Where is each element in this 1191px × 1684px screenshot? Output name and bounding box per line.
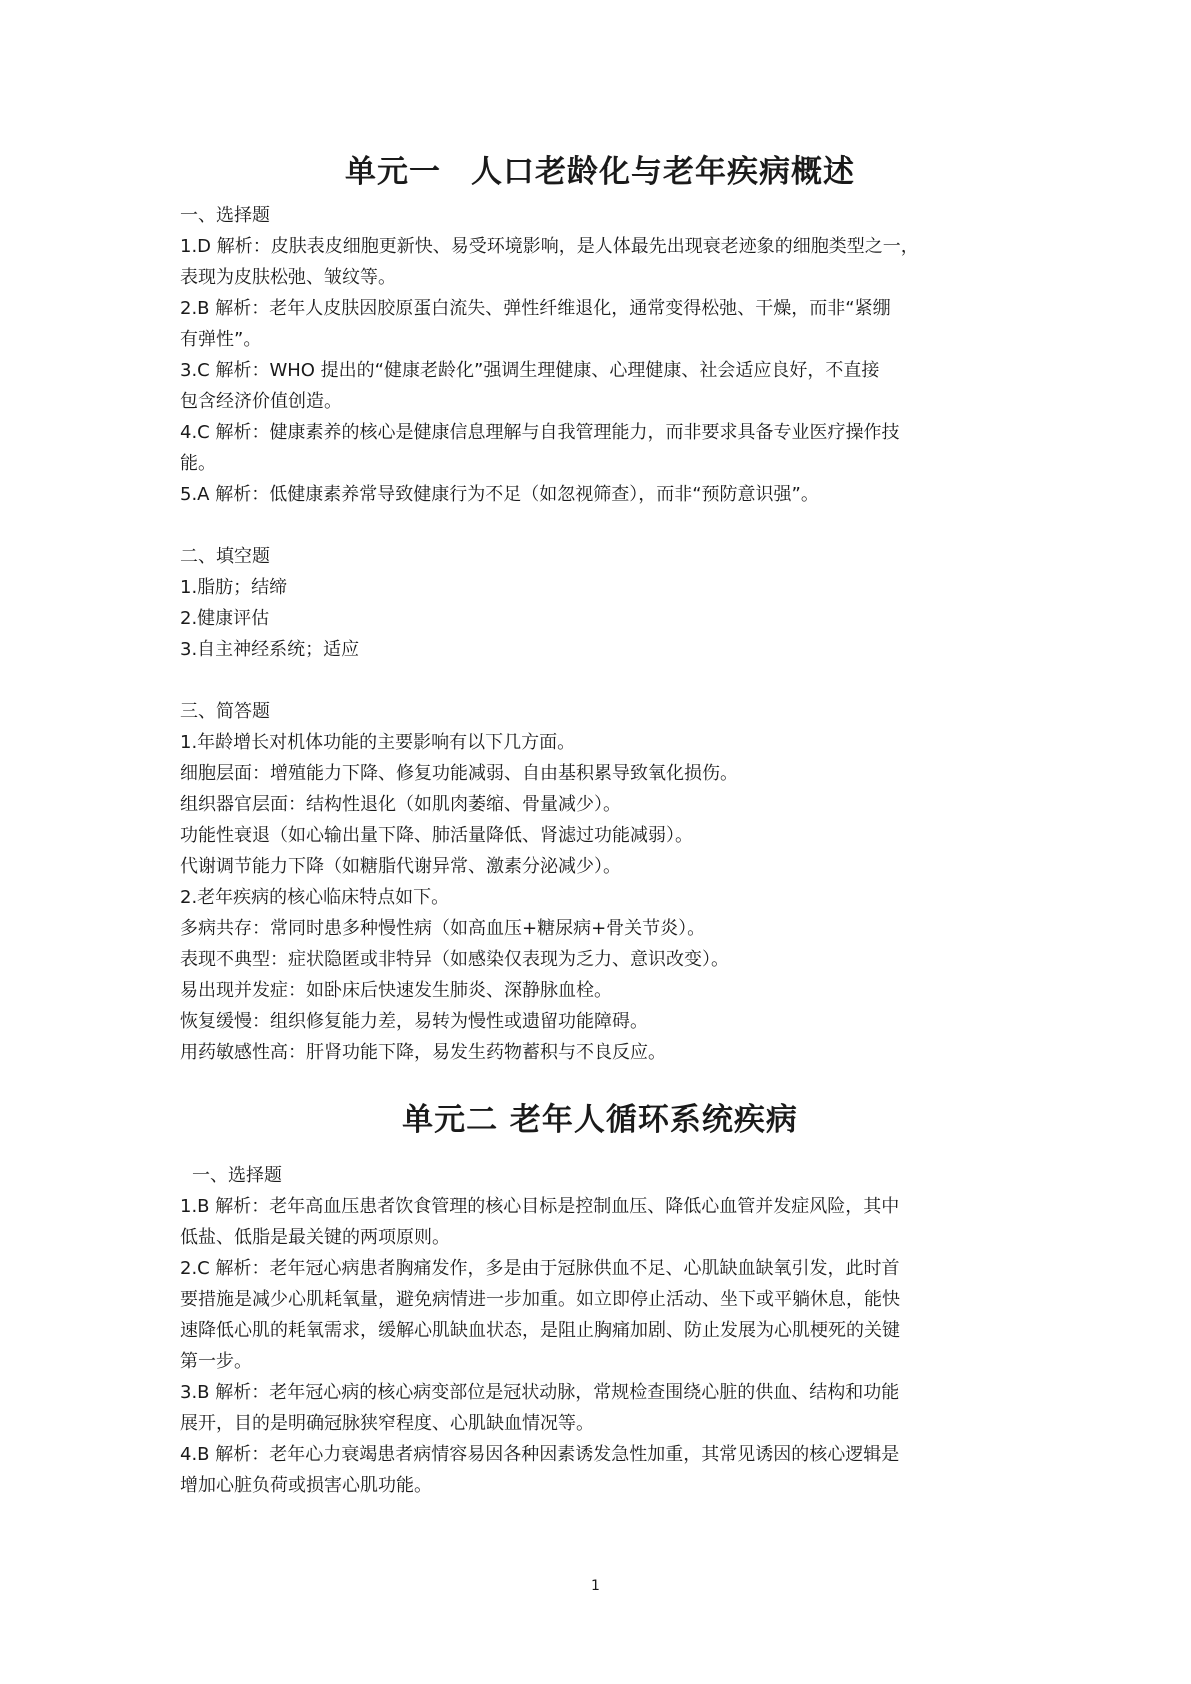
short-answer-line-6: 2.老年疾病的核心临床特点如下。 — [180, 887, 450, 908]
answer-4-line2: 能。 — [180, 453, 216, 474]
fill-answer-3: 3.自主神经系统；适应 — [180, 639, 360, 660]
u2-answer-2-line3: 速降低心肌的耗氧需求，缓解心肌缺血状态，是阻止胸痛加剧、防止发展为心肌梗死的关键 — [180, 1320, 900, 1341]
short-answer-line-1: 1.年龄增长对机体功能的主要影响有以下几方面。 — [180, 732, 576, 753]
answer-4-line1: 4.C 解析：健康素养的核心是健康信息理解与自我管理能力，而非要求具备专业医疗操作技 — [180, 422, 900, 443]
short-answer-line-5: 代谢调节能力下降（如糖脂代谢异常、激素分泌减少）。 — [180, 856, 621, 877]
fill-answer-1: 1.脂肪；结缔 — [180, 577, 288, 598]
answer-1-line1: 1.D 解析：皮肤表皮细胞更新快、易受环境影响，是人体最先出现衰老迹象的细胞类型之一， — [180, 236, 919, 257]
answer-1-line2: 表现为皮肤松弛、皱纹等。 — [180, 267, 396, 288]
u2-answer-2-line4: 第一步。 — [180, 1351, 252, 1372]
page-number: 1 — [591, 1578, 600, 1594]
short-answer-line-4: 功能性衰退（如心输出量下降、肺活量降低、肾滤过功能减弱）。 — [180, 825, 693, 846]
answer-3-line2: 包含经济价值创造。 — [180, 391, 342, 412]
u2-answer-2-line1: 2.C 解析：老年冠心病患者胸痛发作，多是由于冠脉供血不足、心肌缺血缺氧引发，此时首 — [180, 1258, 900, 1279]
answer-5-line1: 5.A 解析：低健康素养常导致健康行为不足（如忽视筛查），而非“预防意识强”。 — [180, 484, 819, 505]
unit1-section2-heading: 二、填空题 — [180, 546, 270, 567]
unit2-title: 单元二 老年人循环系统疾病 — [402, 1102, 798, 1138]
short-answer-line-8: 表现不典型：症状隐匿或非特异（如感染仅表现为乏力、意识改变）。 — [180, 949, 729, 970]
short-answer-line-10: 恢复缓慢：组织修复能力差，易转为慢性或遗留功能障碍。 — [180, 1011, 648, 1032]
u2-answer-3-line2: 展开，目的是明确冠脉狭窄程度、心肌缺血情况等。 — [180, 1413, 594, 1434]
answer-3-line1: 3.C 解析：WHO 提出的“健康老龄化”强调生理健康、心理健康、社会适应良好，不直接 — [180, 360, 880, 381]
unit1-title-number: 单元一 — [345, 154, 441, 190]
u2-answer-4-line1: 4.B 解析：老年心力衰竭患者病情容易因各种因素诱发急性加重，其常见诱因的核心逻辑是 — [180, 1444, 900, 1465]
unit1-section3-heading: 三、简答题 — [180, 701, 270, 722]
answer-2-line1: 2.B 解析：老年人皮肤因胶原蛋白流失、弹性纤维退化，通常变得松弛、干燥，而非“紧绷 — [180, 298, 891, 319]
u2-answer-3-line1: 3.B 解析：老年冠心病的核心病变部位是冠状动脉，常规检查围绕心脏的供血、结构和功能 — [180, 1382, 900, 1403]
unit2-section1-heading: 一、选择题 — [192, 1165, 282, 1186]
short-answer-line-2: 细胞层面：增殖能力下降、修复功能减弱、自由基积累导致氧化损伤。 — [180, 763, 738, 784]
u2-answer-2-line2: 要措施是减少心肌耗氧量，避免病情进一步加重。如立即停止活动、坐下或平躺休息，能快 — [180, 1289, 900, 1310]
unit1-title — [180, 150, 1020, 194]
u2-answer-1-line1: 1.B 解析：老年高血压患者饮食管理的核心目标是控制血压、降低心血管并发症风险，其中 — [180, 1196, 900, 1217]
answer-2-line2: 有弹性”。 — [180, 329, 262, 350]
short-answer-line-7: 多病共存：常同时患多种慢性病（如高血压+糖尿病+骨关节炎）。 — [180, 918, 706, 939]
fill-answer-2: 2.健康评估 — [180, 608, 270, 629]
unit1-title-text: 人口老龄化与老年疾病概述 — [471, 154, 855, 190]
short-answer-line-3: 组织器官层面：结构性退化（如肌肉萎缩、骨量减少）。 — [180, 794, 621, 815]
document-page — [180, 150, 1020, 1501]
short-answer-line-9: 易出现并发症：如卧床后快速发生肺炎、深静脉血栓。 — [180, 980, 612, 1001]
short-answer-line-11: 用药敏感性高：肝肾功能下降，易发生药物蓄积与不良反应。 — [180, 1042, 666, 1063]
u2-answer-1-line2: 低盐、低脂是最关键的两项原则。 — [180, 1227, 450, 1248]
unit1-section1-heading: 一、选择题 — [180, 205, 270, 226]
u2-answer-4-line2: 增加心脏负荷或损害心肌功能。 — [180, 1475, 432, 1496]
